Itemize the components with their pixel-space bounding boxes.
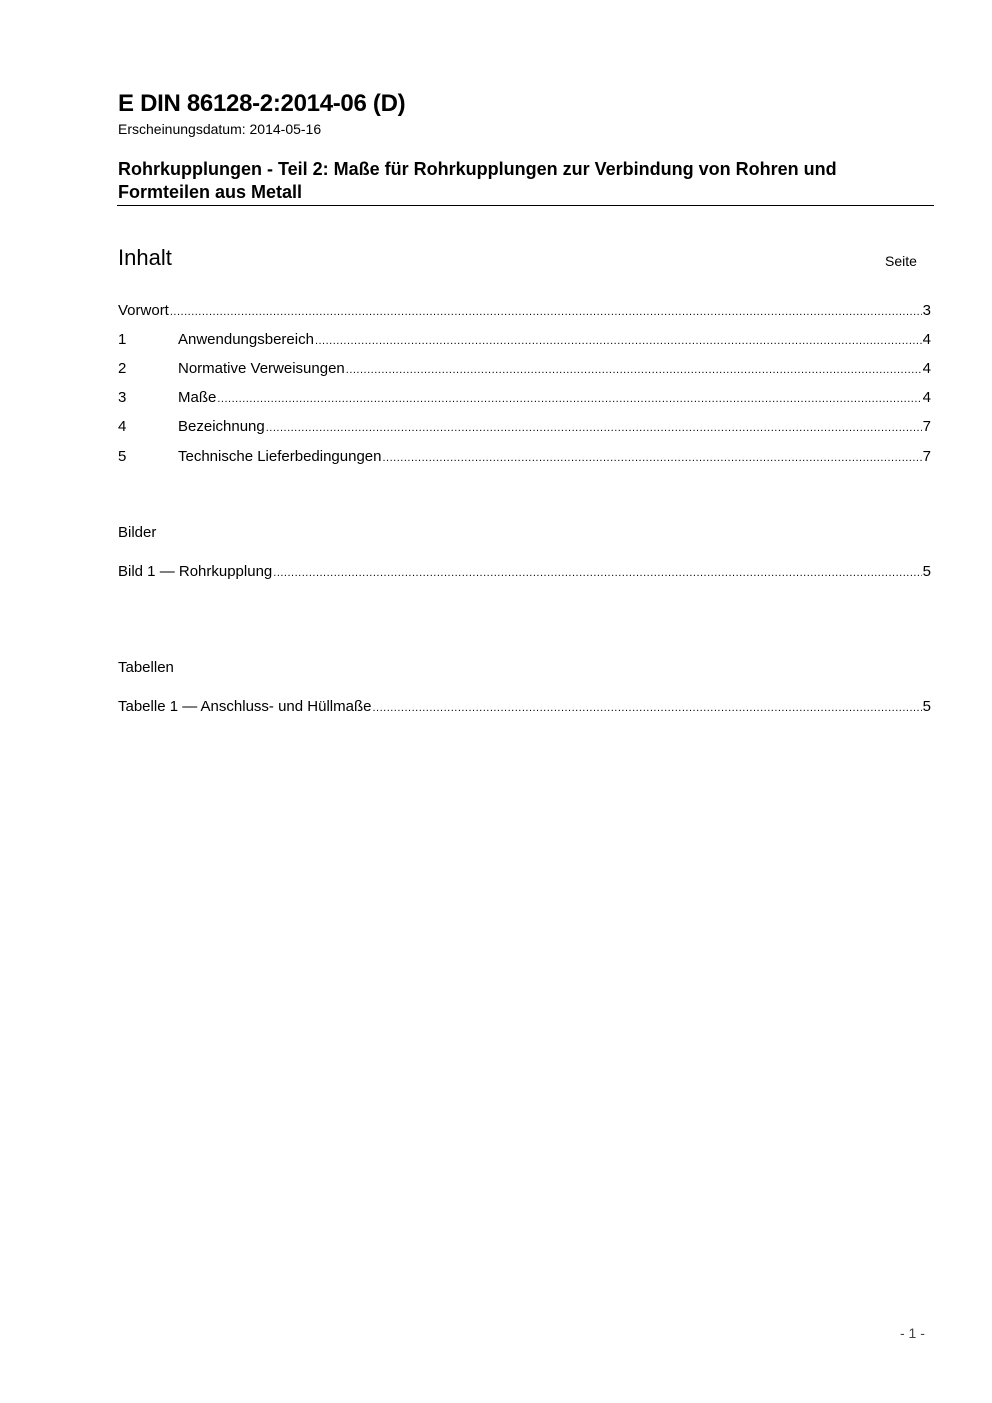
toc-entry-label: Normative Verweisungen (178, 360, 345, 377)
toc-heading: Inhalt (118, 245, 172, 270)
toc-entry-label: Technische Lieferbedingungen (178, 448, 382, 465)
table-entry-1[interactable] (118, 698, 931, 716)
table-entry-label: Tabelle 1 — Anschluss- und Hüllmaße (118, 698, 372, 715)
toc-entry-page: 7 (922, 418, 931, 435)
toc-entry-vorwort[interactable] (118, 302, 931, 320)
toc-entry-4[interactable] (118, 418, 931, 436)
table-entry-page: 5 (922, 698, 931, 715)
toc-entry-1[interactable] (118, 331, 931, 349)
dot-leader (273, 563, 921, 580)
figures-heading: Bilder (118, 524, 157, 541)
toc-entry-label: Vorwort (118, 302, 169, 319)
dot-leader (383, 448, 922, 465)
figure-entry-1[interactable] (118, 563, 931, 581)
toc-entry-page: 4 (922, 331, 931, 348)
toc-entry-number: 1 (118, 331, 127, 348)
dot-leader (315, 331, 922, 348)
document-id: E DIN 86128-2:2014-06 (D) (118, 90, 406, 117)
toc-entry-2[interactable] (118, 360, 931, 378)
toc-entry-5[interactable] (118, 448, 931, 466)
toc-page-column-label: Seite (885, 253, 917, 269)
dot-leader (346, 360, 922, 377)
toc-entry-label: Maße (178, 389, 217, 406)
document-title: Rohrkupplungen - Teil 2: Maße für Rohrkupplungen zur Verbindung von Rohren und Formteilen aus Metall (118, 159, 837, 202)
toc-entry-label: Bezeichnung (178, 418, 265, 435)
toc-entry-page: 7 (922, 448, 931, 465)
toc-entry-number: 4 (118, 418, 127, 435)
figure-entry-label: Bild 1 — Rohrkupplung (118, 563, 273, 580)
toc-entry-page: 3 (922, 302, 931, 319)
figure-entry-page: 5 (922, 563, 931, 580)
toc-entry-number: 2 (118, 360, 127, 377)
dot-leader (372, 698, 921, 715)
toc-entry-number: 3 (118, 389, 127, 406)
toc-entry-number: 5 (118, 448, 127, 465)
toc-entry-label: Anwendungsbereich (178, 331, 314, 348)
publication-date: Erscheinungsdatum: 2014-05-16 (118, 121, 322, 137)
toc-entry-page: 4 (922, 360, 931, 377)
title-divider (117, 205, 934, 206)
dot-leader (217, 389, 921, 406)
dot-leader (266, 418, 922, 435)
toc-entry-page: 4 (922, 389, 931, 406)
toc-entry-3[interactable] (118, 389, 931, 407)
page-number: - 1 - (900, 1325, 925, 1341)
dot-leader (170, 302, 922, 319)
tables-heading: Tabellen (118, 659, 174, 676)
